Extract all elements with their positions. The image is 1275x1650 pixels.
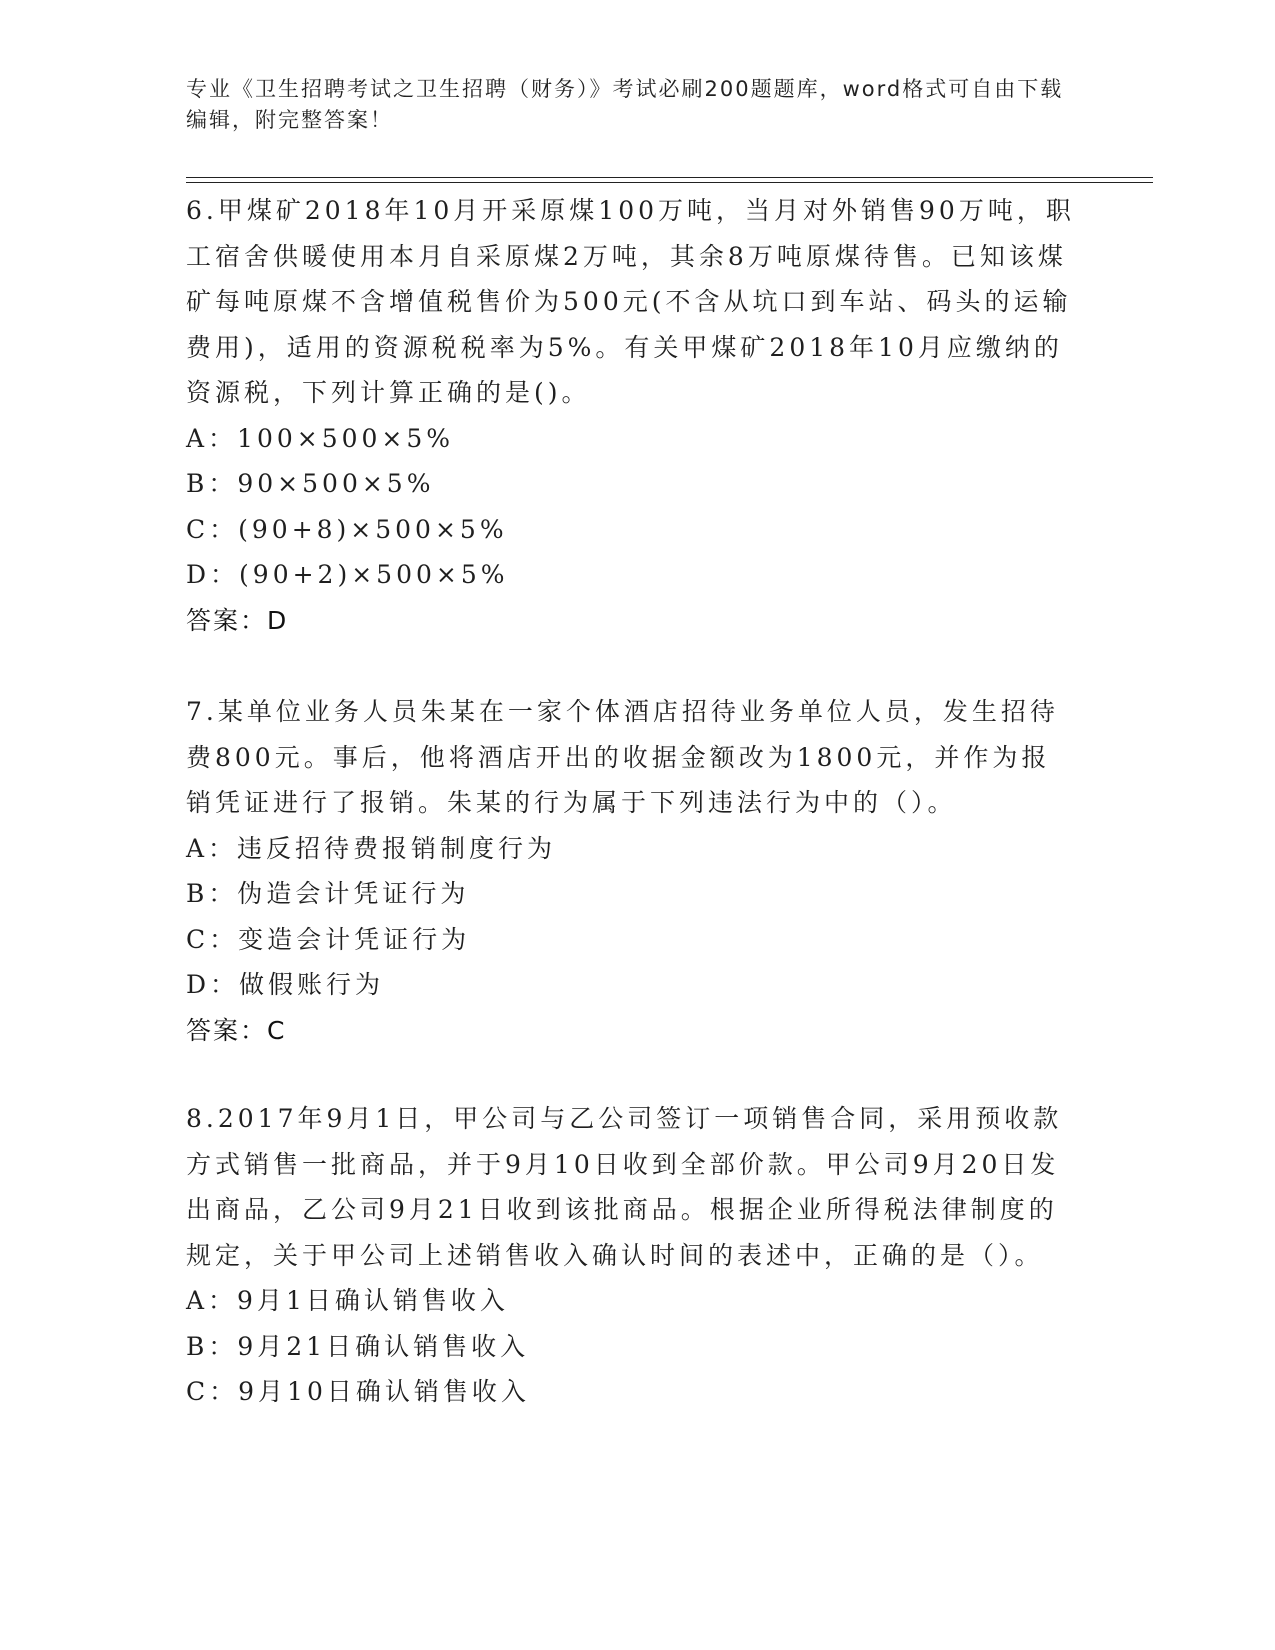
option-c: C：9月10日确认销售收入 [186, 1377, 530, 1406]
option-b: B：90×500×5% [186, 469, 435, 498]
answer-line: 答案：C [186, 1015, 287, 1045]
option-a: A：违反招待费报销制度行为 [186, 833, 557, 863]
question-6 [186, 188, 1076, 643]
option-a: A：100×500×5% [186, 423, 455, 453]
question-7 [186, 689, 1076, 1053]
question-8 [186, 1096, 1076, 1415]
header-rule-bottom [186, 182, 1153, 183]
question-stem: 7.某单位业务人员朱某在一家个体酒店招待业务单位人员，发生招待费800元。事后，他将酒店开出的收据金额改为1800元，并作为报销凭证进行了报销。朱某的行为属于下列违法行为中的（）。 [186, 697, 1059, 817]
option-c: C：(90+8)×500×5% [186, 514, 508, 544]
option-b: B：伪造会计凭证行为 [186, 879, 470, 908]
option-c: C：变造会计凭证行为 [186, 924, 471, 954]
document-header: 专业《卫生招聘考试之卫生招聘（财务）》考试必刷200题题库，word格式可自由下载编辑，附完整答案！ [186, 77, 1064, 132]
option-b: B：9月21日确认销售收入 [186, 1331, 530, 1361]
question-stem: 8.2017年9月1日，甲公司与乙公司签订一项销售合同，采用预收款方式销售一批商品，并于9月10日收到全部价款。甲公司9月20日发出商品，乙公司9月21日收到该批商品。根据企业所得税法律制度的规定，关于甲公司上述销售收入确认时间的表述中，正确的是（）。 [186, 1104, 1063, 1270]
option-d: D：做假账行为 [186, 970, 385, 999]
answer-line: 答案：D [186, 605, 289, 635]
header-rule-top [186, 177, 1153, 178]
option-a: A：9月1日确认销售收入 [186, 1286, 509, 1315]
question-stem: 6.甲煤矿2018年10月开采原煤100万吨，当月对外销售90万吨，职工宿舍供暖使用本月自采原煤2万吨，其余8万吨原煤待售。已知该煤矿每吨原煤不含增值税售价为500元(不含从坑口到车站、码头的运输费用)，适用的资源税税率为5%。有关甲煤矿2018年10月应缴纳的资源税，下列计算正确的是()。 [186, 196, 1075, 407]
option-d: D：(90+2)×500×5% [186, 560, 509, 589]
